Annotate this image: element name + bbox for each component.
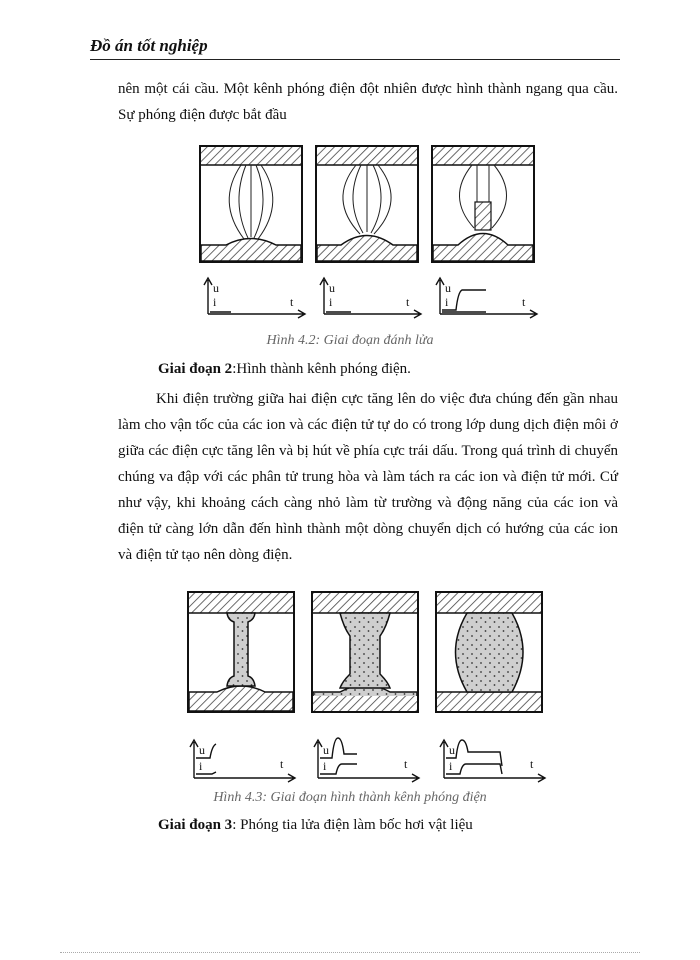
fig2-label-t-2: t	[404, 757, 408, 771]
fig1-label-i-3: i	[445, 295, 449, 309]
paragraph-intro: nên một cái cầu. Một kênh phóng điện đột nhiên được hình thành ngang qua cầu. Sự phóng điện được bắt đầu	[118, 81, 618, 123]
fig1-panel-1	[200, 146, 302, 262]
fig2-label-u-3: u	[449, 743, 455, 757]
fig2-panel-3	[436, 592, 542, 712]
figure-4-3-caption: Hình 4.3: Giai đoạn hình thành kênh phóng điện	[213, 790, 487, 805]
figure-4-2-caption: Hình 4.2: Giai đoạn đánh lửa	[266, 333, 434, 348]
fig1-label-u-2: u	[329, 281, 335, 295]
fig2-label-u-1: u	[199, 743, 205, 757]
fig2-label-u-2: u	[323, 743, 329, 757]
figure-4-2	[186, 142, 546, 322]
fig1-label-u-3: u	[445, 281, 451, 295]
stage-3-heading	[158, 812, 618, 838]
fig1-label-u-1: u	[213, 281, 219, 295]
stage-3-label: Giai đoạn 3	[158, 817, 233, 833]
figure-4-3	[182, 588, 552, 788]
page-header: Đồ án tốt nghiệp	[90, 36, 620, 60]
fig2-panel-1	[188, 592, 294, 712]
paragraph-stage-2: Khi điện trường giữa hai điện cực tăng lên do việc đưa chúng đến gần nhau làm cho vận tốc của các ion và các điện tử tự do có trong lớp dung dịch điện môi ở giữa các điện cực tăng lên và bị hút về phía cực trái dấu. Trong quá trình di chuyển chúng va đập với các phân tử trung hòa và làm tách ra các ion và điện tử mới. Cứ như vậy, khi khoảng cách càng nhỏ làm từ trường và động năng của các ion và điện tử càng lớn dẫn đến hình thành một dòng chuyển dịch có hướng của các ion và điện tử tạo nên dòng điện.	[118, 391, 618, 563]
fig1-panel-2	[316, 146, 418, 262]
fig1-label-t-3: t	[522, 295, 526, 309]
fig1-label-t-1: t	[290, 295, 294, 309]
stage-2-text: :Hình thành kênh phóng điện.	[232, 361, 411, 377]
fig1-label-t-2: t	[406, 295, 410, 309]
fig1-label-i-2: i	[329, 295, 333, 309]
page-bottom-divider	[60, 952, 640, 953]
fig2-label-i-3: i	[449, 759, 453, 773]
fig1-panel-3	[432, 146, 534, 262]
fig2-label-i-1: i	[199, 759, 203, 773]
fig2-label-i-2: i	[323, 759, 327, 773]
stage-2-label: Giai đoạn 2	[158, 361, 233, 377]
fig2-panel-2	[312, 592, 418, 712]
fig2-label-t-1: t	[280, 757, 284, 771]
fig2-label-t-3: t	[530, 757, 534, 771]
fig1-label-i-1: i	[213, 295, 217, 309]
stage-3-text: : Phóng tia lửa điện làm bốc hơi vật liệu	[232, 817, 473, 833]
stage-2-heading	[158, 356, 618, 382]
